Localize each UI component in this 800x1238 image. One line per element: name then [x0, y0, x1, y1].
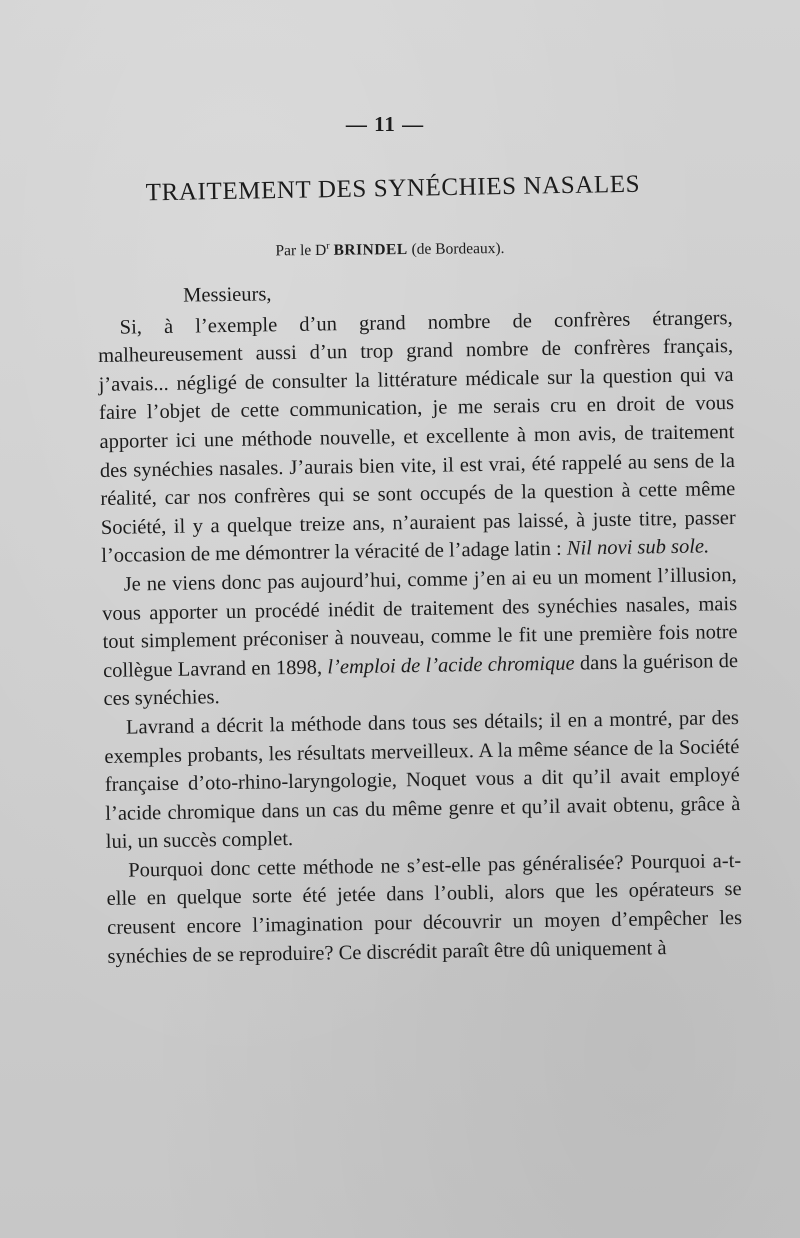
- author-affiliation: (de Bordeaux).: [411, 239, 505, 258]
- author-name: BRINDEL: [333, 240, 408, 259]
- paragraph-list: [97, 304, 742, 972]
- article-title: TRAITEMENT DES SYNÉCHIES NASALES: [145, 170, 641, 207]
- paragraph-text: Lavrand a décrit la méthode dans tous ses détails; il en a montré, par des exemples probants, les résultats merveilleux. A la même séance de la Société française d’oto-rhino-laryngologie, Noquet vous a dit qu’il avait employé l’acide chromique dans un cas du même genre et qu’il avait obtenu, grâce à lui, un succès complet.: [104, 706, 741, 854]
- paragraph-text: Je ne viens donc pas aujourd’hui, comme j’en ai eu un moment l’illusion, vous apporter un procédé inédit de traitement des synéchies nasales, mais tout simplement préconiser à nouveau, comme le fit une première fois notre collègue Lavrand en 1898,: [102, 563, 738, 682]
- paragraph: [104, 704, 741, 857]
- page-number: — 11 —: [345, 112, 425, 136]
- paragraph-text: Si, à l’exemple d’un grand nombre de confrères étrangers, malheureusement aussi d’un trop grand nombre de confrères français, j’avais... négligé de consulter la littérature médicale sur la question qui va faire l’objet de cette communication, je me serais cru en droit de vous apporter ici une méthode nouvelle, et excellente à mon avis, de traitement des synéchies nasales. J’aurais bien vite, il est vrai, été rappelé au sens de la réalité, car nos confrères qui se sont occupés de la question à cette même Société, il y a quelque treize ans, n’auraient pas laissé, à juste titre, passer l’occasion de me démontrer la véracité de l’adage latin :: [97, 306, 736, 568]
- salutation: Messieurs,: [183, 283, 272, 307]
- italic-text: Nil novi sub sole.: [566, 535, 710, 560]
- italic-text: l’emploi de l’acide chromique: [327, 652, 575, 679]
- byline-prefix-sup: r: [326, 240, 330, 252]
- paragraph-text: Pourquoi donc cette méthode ne s’est-elle pas généralisée? Pourquoi a-t-elle en quelque sorte été jetée dans l’oubli, alors que les opérateurs se creusent encore l’imagination pour découvrir un moyen d’empêcher les synéchies de se reproduire? Ce discrédit paraît être dû uniquement à: [106, 849, 743, 968]
- byline-prefix: Par le D: [275, 241, 327, 260]
- paragraph: [102, 561, 739, 714]
- paragraph: [97, 304, 736, 571]
- paragraph-text: dans la guérison de ces synéchies.: [103, 649, 739, 711]
- paragraph: [106, 847, 743, 971]
- article-body: [97, 273, 743, 971]
- byline: [0, 236, 780, 263]
